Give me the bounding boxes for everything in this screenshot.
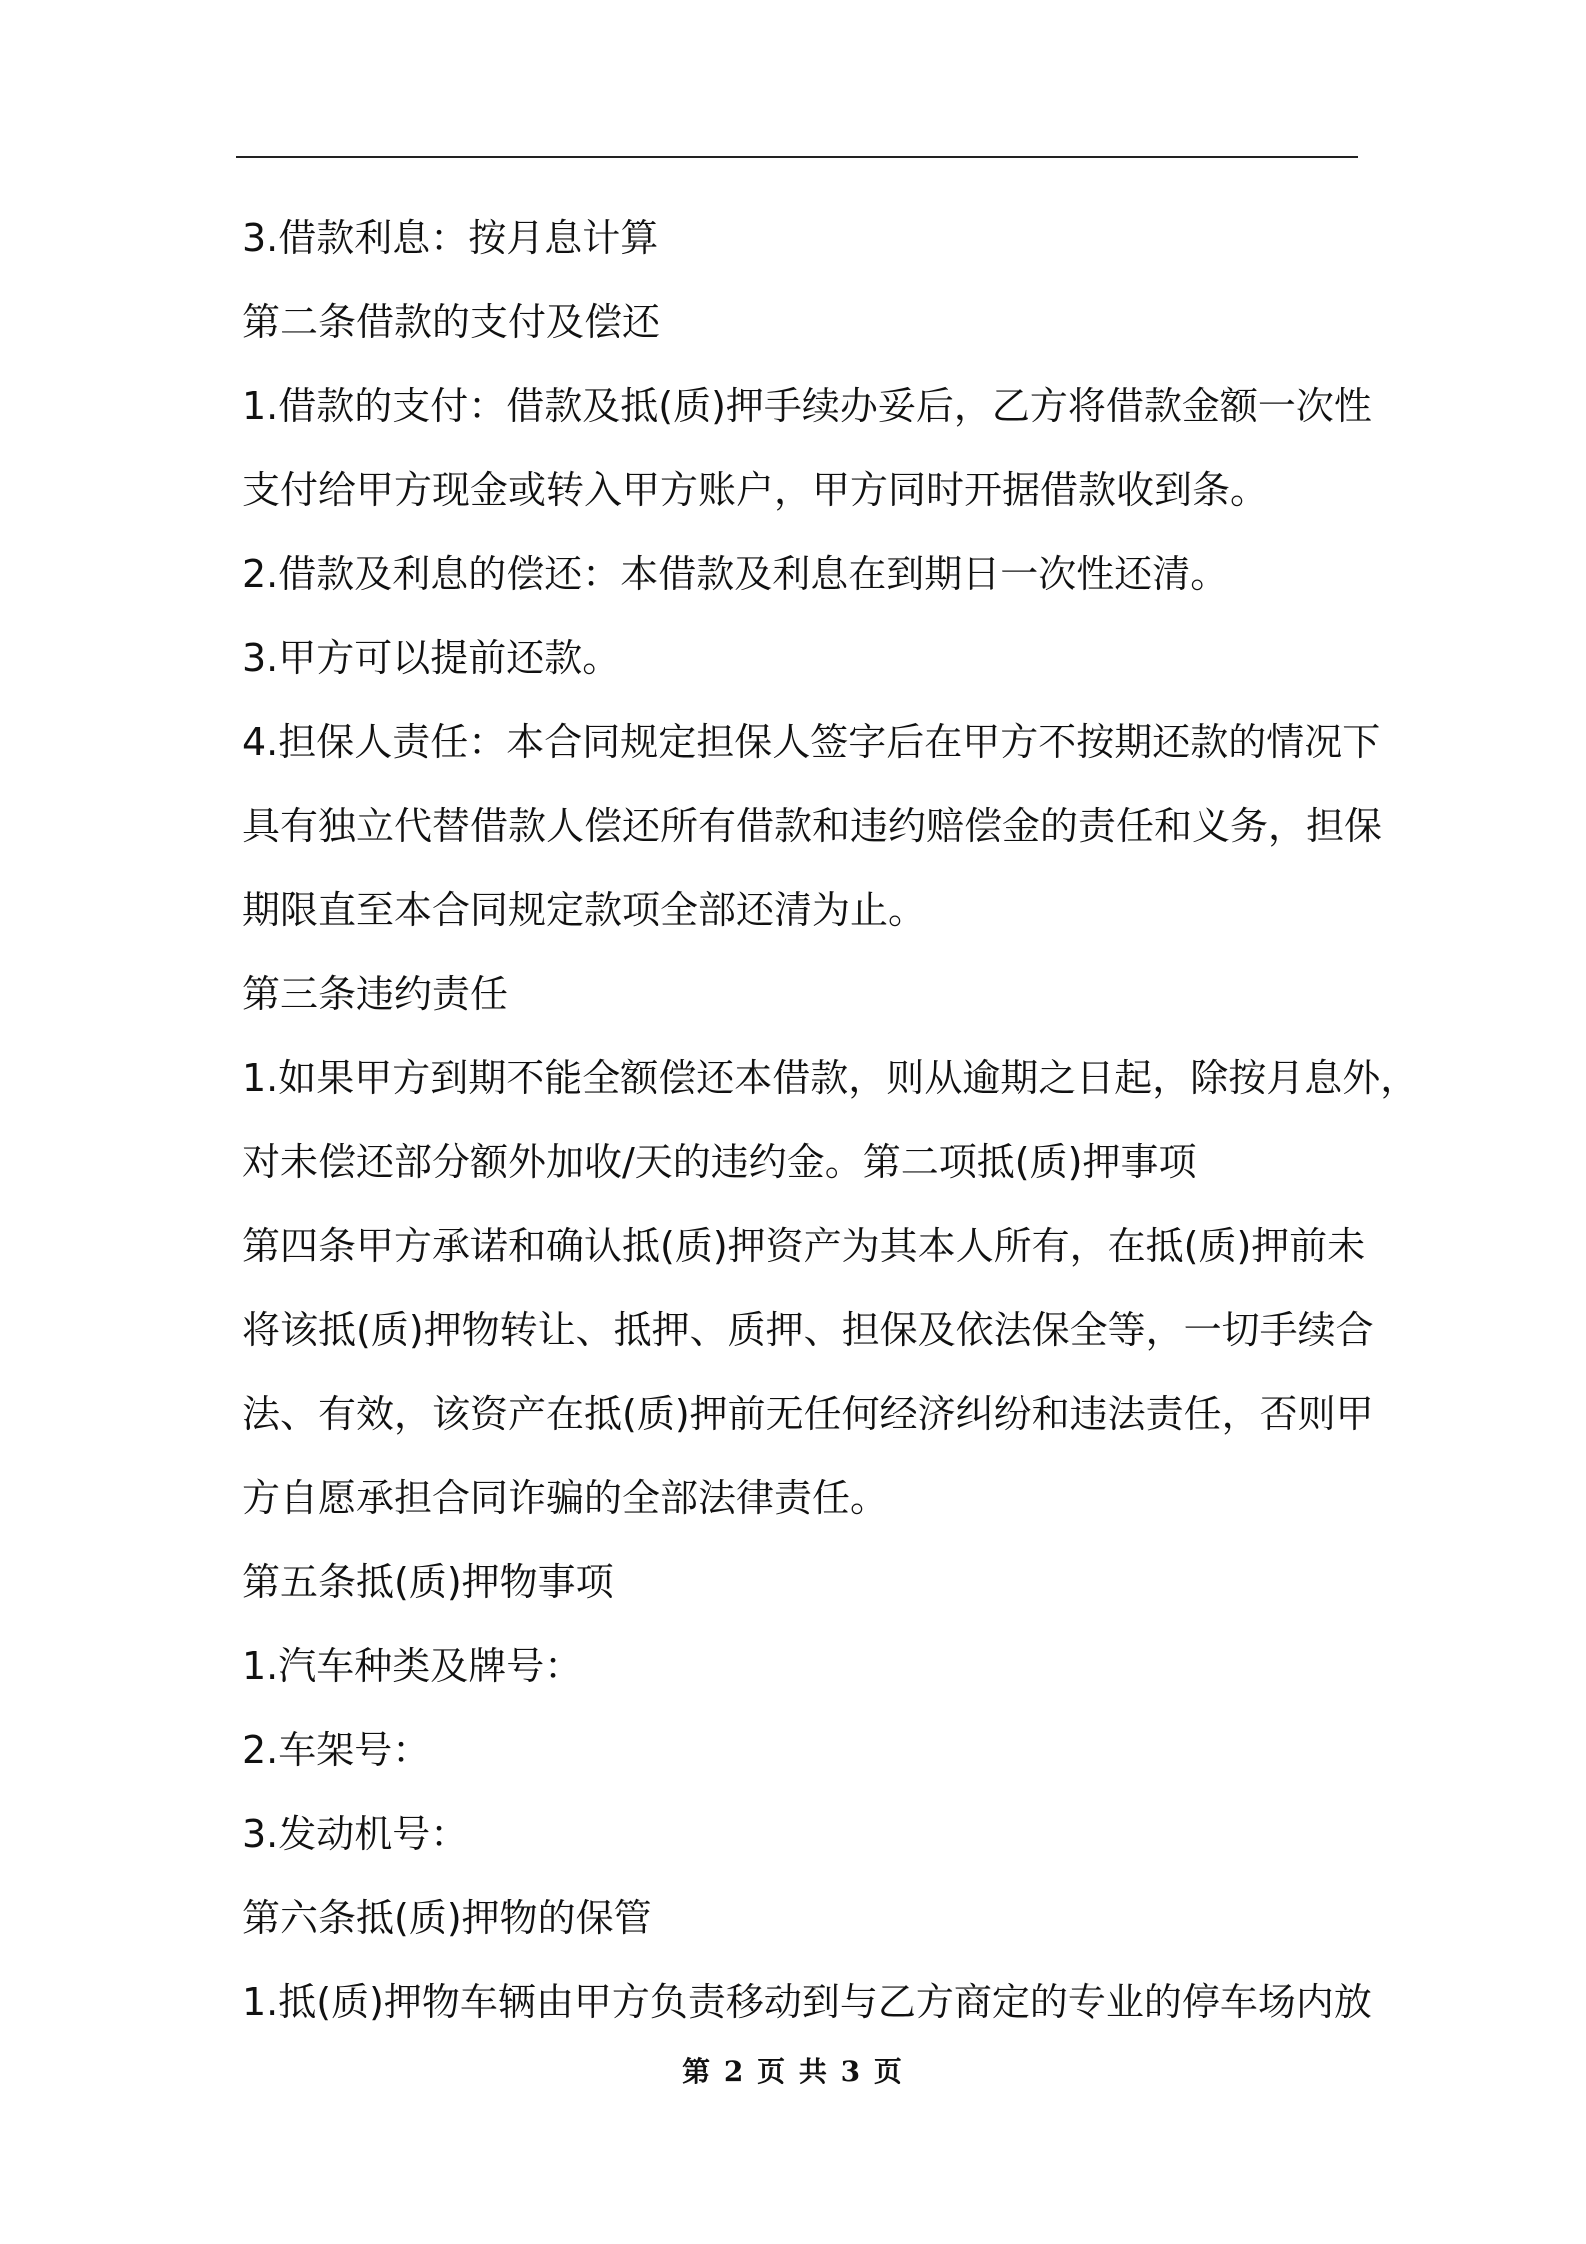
line-1: 3.借款利息：按月息计算 (242, 216, 659, 260)
line-12: 对未偿还部分额外加收/天的违约金。第二项抵(质)押事项 (242, 1140, 1197, 1184)
line-18: 1.汽车种类及牌号： (242, 1644, 583, 1688)
line-10: 第三条违约责任 (242, 972, 509, 1016)
line-6: 3.甲方可以提前还款。 (242, 636, 621, 680)
line-15: 法、有效，该资产在抵(质)押前无任何经济纠纷和违法责任，否则甲 (242, 1392, 1374, 1436)
line-22: 1.抵(质)押物车辆由甲方负责移动到与乙方商定的专业的停车场内放 (242, 1980, 1372, 2024)
document-body (242, 196, 1419, 2044)
page-footer: 第 2 页 共 3 页 (682, 2055, 904, 2088)
line-14: 将该抵(质)押物转让、抵押、质押、担保及依法保全等，一切手续合 (242, 1308, 1374, 1352)
line-4: 支付给甲方现金或转入甲方账户，甲方同时开据借款收到条。 (242, 468, 1269, 512)
line-13: 第四条甲方承诺和确认抵(质)押资产为其本人所有，在抵(质)押前未 (242, 1224, 1366, 1268)
line-19: 2.车架号： (242, 1728, 431, 1772)
line-8: 具有独立代替借款人偿还所有借款和违约赔偿金的责任和义务，担保 (242, 804, 1383, 848)
header-rule (236, 156, 1358, 158)
line-7: 4.担保人责任：本合同规定担保人签字后在甲方不按期还款的情况下 (242, 720, 1381, 764)
line-2: 第二条借款的支付及偿还 (242, 300, 661, 344)
line-3: 1.借款的支付：借款及抵(质)押手续办妥后，乙方将借款金额一次性 (242, 384, 1372, 428)
line-20: 3.发动机号： (242, 1812, 469, 1856)
line-16: 方自愿承担合同诈骗的全部法律责任。 (242, 1476, 889, 1520)
line-5: 2.借款及利息的偿还：本借款及利息在到期日一次性还清。 (242, 552, 1229, 596)
line-11: 1.如果甲方到期不能全额偿还本借款，则从逾期之日起，除按月息外， (242, 1056, 1419, 1100)
line-9: 期限直至本合同规定款项全部还清为止。 (242, 888, 927, 932)
line-21: 第六条抵(质)押物的保管 (242, 1896, 652, 1940)
line-17: 第五条抵(质)押物事项 (242, 1560, 614, 1604)
